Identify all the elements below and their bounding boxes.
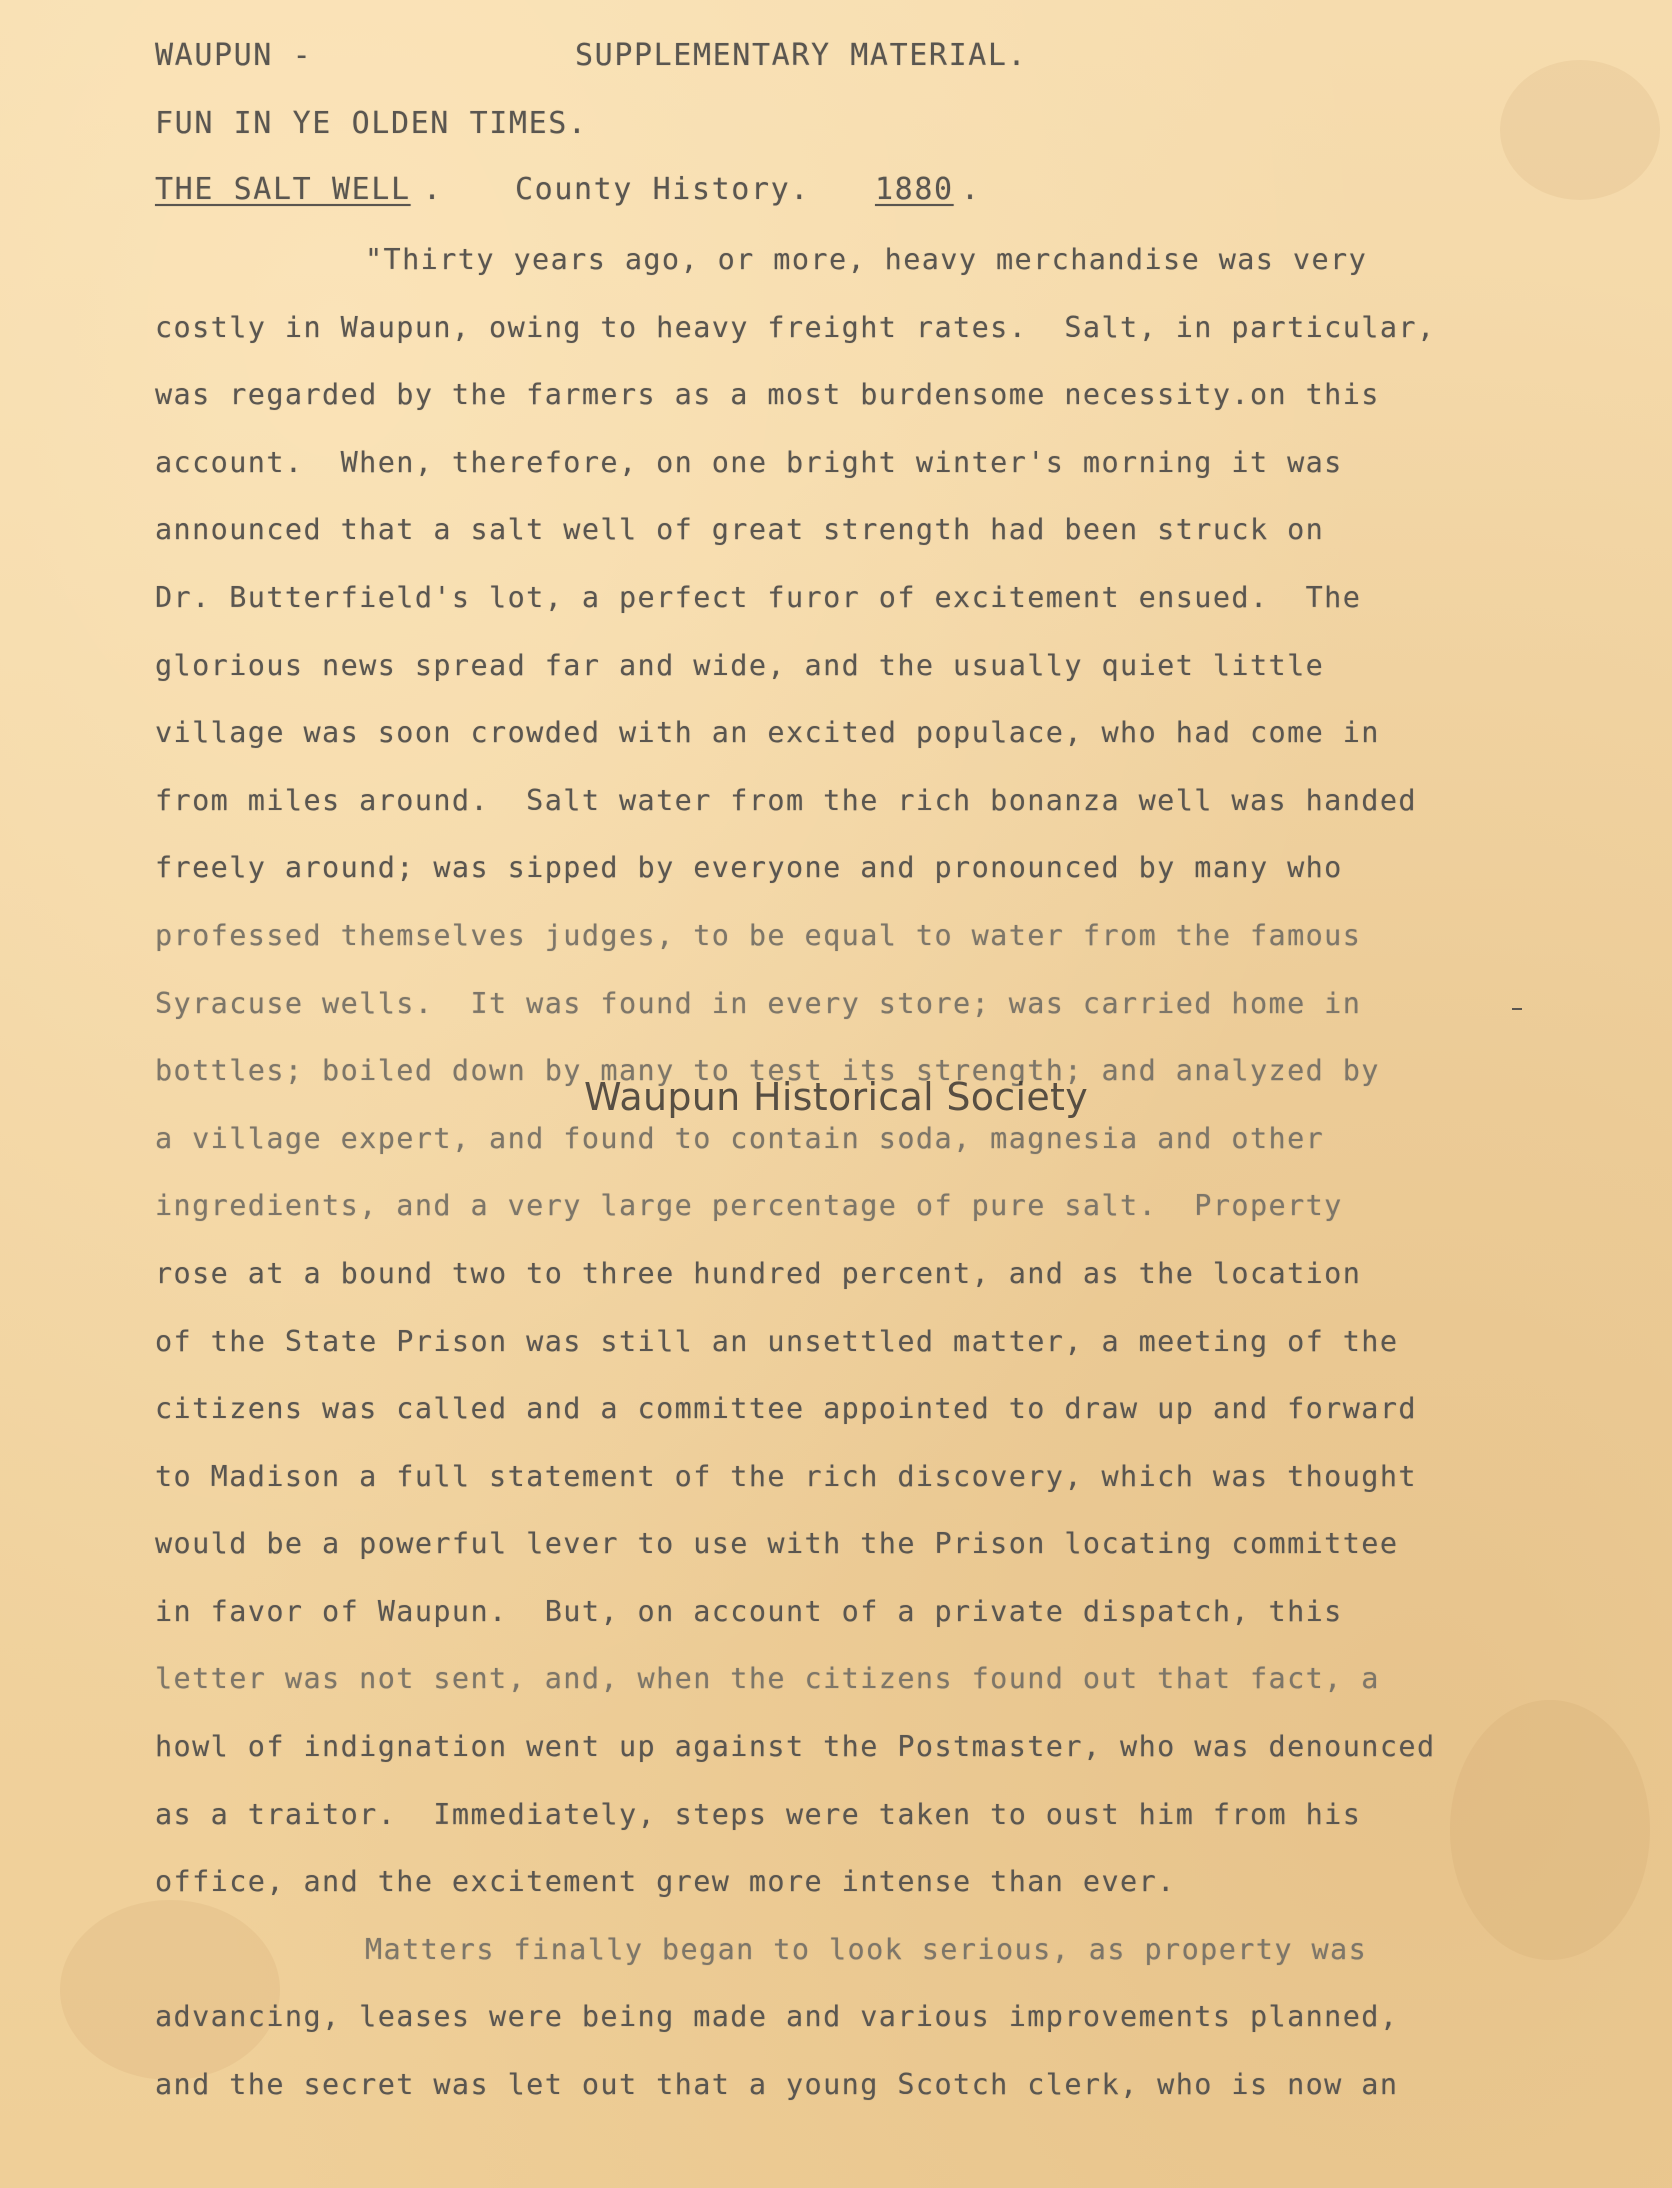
text-line: to Madison a full statement of the rich discovery, which was thought — [155, 1459, 1417, 1493]
text-line: a village expert, and found to contain soda, magnesia and other — [155, 1121, 1325, 1155]
body-text — [155, 240, 1555, 2133]
text-line: advancing, leases were being made and various improvements planned, — [155, 2000, 1399, 2034]
text-line: and the secret was let out that a young Scotch clerk, who is now an — [155, 2068, 1399, 2102]
article-title: THE SALT WELL — [155, 172, 411, 207]
source-year-period: . — [961, 172, 981, 207]
header-title: SUPPLEMENTARY MATERIAL. — [575, 38, 1028, 73]
article-title-period: . — [423, 172, 443, 207]
watermark: Waupun Historical Society — [583, 1075, 1089, 1119]
text-line: howl of indignation went up against the Postmaster, who was denounced — [155, 1730, 1436, 1764]
text-line: from miles around. Salt water from the rich bonanza well was handed — [155, 783, 1417, 817]
text-line: announced that a salt well of great strength had been struck on — [155, 513, 1325, 547]
text-line: office, and the excitement grew more intense than ever. — [155, 1865, 1176, 1899]
text-line: letter was not sent, and, when the citizens found out that fact, a — [155, 1662, 1380, 1696]
source-year: 1880 — [875, 172, 954, 207]
text-line: in favor of Waupun. But, on account of a private dispatch, this — [155, 1594, 1343, 1628]
text-line: as a traitor. Immediately, steps were taken to oust him from his — [155, 1797, 1362, 1831]
text-line: was regarded by the farmers as a most burdensome necessity.on this — [155, 378, 1380, 412]
section-subtitle: FUN IN YE OLDEN TIMES. — [155, 106, 588, 141]
text-line: professed themselves judges, to be equal to water from the famous — [155, 918, 1362, 952]
text-line: Syracuse wells. It was found in every store; was carried home in — [155, 986, 1362, 1020]
source-book: County History. — [515, 172, 810, 207]
text-line: citizens was called and a committee appointed to draw up and forward — [155, 1392, 1417, 1426]
text-line: village was soon crowded with an excited populace, who had come in — [155, 716, 1380, 750]
text-line: costly in Waupun, owing to heavy freight rates. Salt, in particular, — [155, 310, 1436, 344]
stray-mark — [1512, 1008, 1522, 1010]
text-line: Matters finally began to look serious, as property was — [365, 1932, 1368, 1966]
text-line: glorious news spread far and wide, and the usually quiet little — [155, 648, 1325, 682]
text-line: bottles; boiled down by many to test its strength; and analyzed by — [155, 1054, 1380, 1088]
text-line: account. When, therefore, on one bright winter's morning it was — [155, 445, 1343, 479]
text-line: Dr. Butterfield's lot, a perfect furor of excitement ensued. The — [155, 580, 1362, 614]
text-line: ingredients, and a very large percentage of pure salt. Property — [155, 1189, 1343, 1223]
text-line: would be a powerful lever to use with the Prison locating committee — [155, 1527, 1399, 1561]
source-citation — [155, 172, 1555, 212]
text-line: "Thirty years ago, or more, heavy merchandise was very — [365, 243, 1368, 276]
text-line: of the State Prison was still an unsettled matter, a meeting of the — [155, 1324, 1399, 1358]
text-line: freely around; was sipped by everyone and pronounced by many who — [155, 851, 1343, 885]
text-line: rose at a bound two to three hundred percent, and as the location — [155, 1256, 1362, 1290]
header-location: WAUPUN - — [155, 38, 313, 73]
